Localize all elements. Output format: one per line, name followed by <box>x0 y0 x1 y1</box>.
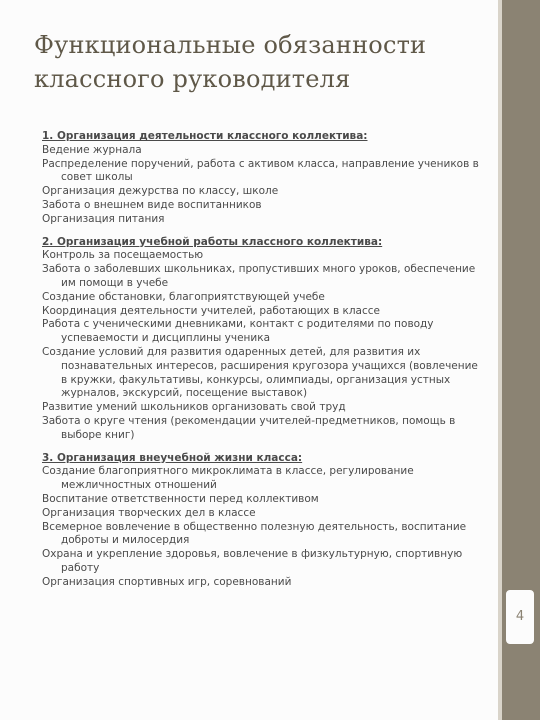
section-extracurricular-life <box>42 452 482 590</box>
list-item: Забота о внешнем виде воспитанников <box>42 198 262 211</box>
list-item: Организация питания <box>42 212 165 225</box>
slide-title-line-1: Функциональные обязанности <box>34 31 427 59</box>
list-item: Всемерное вовлечение в общественно полезную деятельность, воспитание доброты и милосердия <box>42 520 467 547</box>
list-item: Организация творческих дел в классе <box>42 506 256 519</box>
section-classroom-activity <box>42 130 482 227</box>
section-educational-work <box>42 236 482 443</box>
list-item: Координация деятельности учителей, работающих в классе <box>42 304 380 317</box>
list-item: Создание обстановки, благоприятствующей учебе <box>42 290 325 303</box>
list-item: Контроль за посещаемостью <box>42 249 204 262</box>
list-item: Охрана и укрепление здоровья, вовлечение в физкультурную, спортивную работу <box>42 548 463 574</box>
slide-title-line-2: классного руководителя <box>34 65 351 93</box>
list-item: Забота о круге чтения (рекомендации учителей-предметников, помощь в выборе книг) <box>42 414 456 441</box>
section-heading: 1. Организация деятельности классного коллектива: <box>42 130 368 142</box>
list-item: Создание условий для развития одаренных детей, для развития их познавательных интересов, расширения кругозора учащихся (вовлечение в кружки, факультативы, конкурсы, олимпиады, организация устных журналов, экскурсий, посещение выставок) <box>42 345 478 400</box>
slide-content <box>42 130 482 599</box>
list-item: Создание благоприятного микроклимата в классе, регулирование межличностных отношений <box>42 465 414 492</box>
list-item: Воспитание ответственности перед коллективом <box>42 492 319 505</box>
list-item: Ведение журнала <box>42 143 142 156</box>
section-heading: 2. Организация учебной работы классного коллектива: <box>42 235 383 248</box>
list-item: Забота о заболевших школьниках, пропустивших много уроков, обеспечение им помощи в учебе <box>42 263 476 289</box>
list-item: Распределение поручений, работа с активом класса, направление учеников в совет школы <box>42 157 479 184</box>
section-heading: 3. Организация внеучебной жизни класса: <box>42 451 303 464</box>
list-item: Развитие умений школьников организовать свой труд <box>42 401 346 414</box>
page-number-badge: 4 <box>504 588 536 646</box>
list-item: Организация дежурства по классу, школе <box>42 185 279 198</box>
list-item: Работа с ученическими дневниками, контакт с родителями по поводу успеваемости и дисциплины ученика <box>42 318 434 345</box>
list-item: Организация спортивных игр, соревнований <box>42 575 292 588</box>
slide-title <box>34 28 474 96</box>
